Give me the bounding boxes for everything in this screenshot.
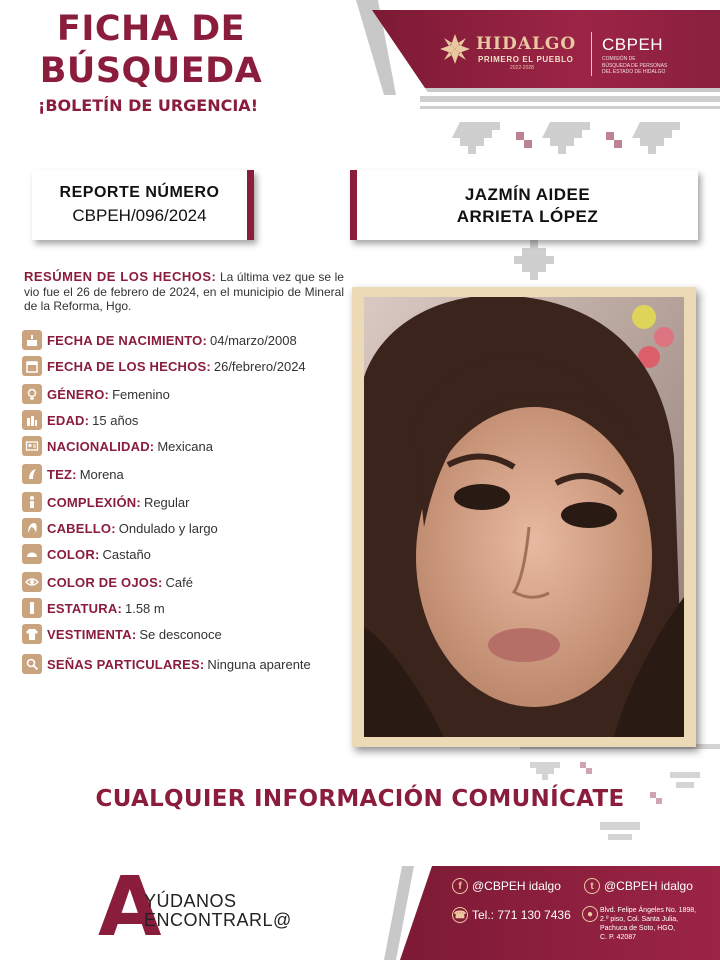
cbpeh-desc-line-1: COMISIÓN DE	[602, 56, 636, 62]
facebook-handle[interactable]: @CBPEH idalgo	[472, 879, 561, 893]
field-row	[22, 436, 213, 456]
eye-icon	[22, 572, 42, 592]
photo-frame	[352, 287, 696, 747]
field-label: COLOR DE OJOS:	[47, 574, 163, 590]
location-contact	[582, 906, 602, 922]
field-row	[22, 464, 124, 484]
field-value: Ninguna aparente	[207, 656, 311, 672]
hidalgo-flower-logo-icon	[438, 32, 472, 66]
ayudanos-logo-line-2: ENCONTRARL@	[144, 910, 292, 930]
field-row	[22, 544, 151, 564]
phone-icon: ☎	[452, 907, 468, 923]
field-label: EDAD:	[47, 412, 90, 428]
field-value: 15 años	[92, 412, 139, 428]
field-row	[22, 330, 297, 350]
field-label: CABELLO:	[47, 520, 116, 536]
page-title	[36, 8, 266, 92]
field-row	[22, 654, 311, 674]
title-line-1: FICHA DE	[56, 9, 246, 49]
field-row	[22, 410, 138, 430]
field-value: 1.58 m	[124, 600, 165, 616]
address-line-1: Blvd. Felipe Ángeles No. 1898,	[600, 907, 697, 914]
call-to-action: CUALQUIER INFORMACIÓN COMUNÍCATE	[95, 786, 625, 812]
office-address	[600, 906, 715, 942]
field-label: VESTIMENTA:	[47, 626, 137, 642]
address-line-2: 2.º piso, Col. Santa Julia,	[600, 916, 679, 923]
embroidery-pattern-top	[420, 92, 720, 174]
field-label: SEÑAS PARTICULARES:	[47, 656, 205, 672]
summary-label: RESÚMEN DE LOS HECHOS:	[24, 269, 217, 284]
calendar-icon	[22, 356, 42, 376]
hair-color-icon	[22, 544, 42, 564]
field-label: TEZ:	[47, 466, 77, 482]
field-value: Regular	[143, 494, 190, 510]
logo-divider	[591, 32, 592, 76]
age-icon	[22, 410, 42, 430]
field-row	[22, 598, 165, 618]
facebook-icon: f	[452, 878, 468, 894]
embroidery-pattern-mid	[500, 240, 580, 290]
portrait-illustration	[364, 297, 684, 737]
ayudanos-logo-letter: A	[98, 860, 162, 955]
field-value: 26/febrero/2024	[213, 358, 306, 374]
ruler-icon	[22, 598, 42, 618]
field-row	[22, 572, 193, 592]
address-line-3: Pachuca de Soto, HGO,	[600, 925, 676, 932]
field-row	[22, 356, 306, 376]
phone-number[interactable]: Tel.: 771 130 7436	[472, 908, 571, 922]
summary-text: La última vez que se le vio fue el 26 de febrero de 2024, en el municipio de Mineral de la Reforma, Hgo.	[24, 270, 344, 313]
field-label: COMPLEXIÓN:	[47, 494, 141, 510]
twitter-icon: t	[584, 878, 600, 894]
twitter-contact[interactable]	[584, 878, 693, 894]
hidalgo-logo-years: 2022-2028	[510, 65, 534, 71]
twitter-handle[interactable]: @CBPEH idalgo	[604, 879, 693, 893]
missing-person-photo	[364, 297, 684, 737]
location-pin-icon: ●	[582, 906, 598, 922]
cbpeh-desc-line-2: BÚSQUEDA DE PERSONAS	[602, 62, 668, 69]
ayudanos-logo-line-1: YÚDANOS	[144, 891, 237, 911]
cbpeh-desc-line-3: DEL ESTADO DE HIDALGO	[602, 69, 666, 75]
report-number-box	[32, 170, 254, 240]
field-value: Femenino	[112, 386, 170, 402]
field-row	[22, 518, 218, 538]
field-value: Se desconoce	[139, 626, 222, 642]
field-label: FECHA DE NACIMIENTO:	[47, 332, 207, 348]
page-subtitle: ¡BOLETÍN DE URGENCIA!	[38, 96, 258, 115]
facts-summary	[24, 270, 344, 314]
field-label: COLOR:	[47, 546, 100, 562]
body-icon	[22, 492, 42, 512]
field-label: ESTATURA:	[47, 600, 122, 616]
field-value: Castaño	[102, 546, 151, 562]
field-row	[22, 384, 170, 404]
hidalgo-logo-slogan: PRIMERO EL PUEBLO	[478, 55, 574, 64]
field-value: Morena	[79, 466, 124, 482]
cbpeh-logo-name: CBPEH	[602, 35, 664, 54]
field-value: Ondulado y largo	[118, 520, 218, 536]
field-label: NACIONALIDAD:	[47, 438, 155, 454]
hair-icon	[22, 518, 42, 538]
field-row	[22, 624, 222, 644]
id-card-icon	[22, 436, 42, 456]
report-number-label: REPORTE NÚMERO	[59, 184, 220, 201]
person-last-name: ARRIETA LÓPEZ	[456, 207, 599, 226]
magnifier-icon	[22, 654, 42, 674]
hidalgo-logo-name: HIDALGO	[476, 34, 577, 54]
facebook-contact[interactable]	[452, 878, 561, 894]
cbpeh-logo-description	[602, 56, 712, 76]
field-row	[22, 492, 189, 512]
report-number-value: CBPEH/096/2024	[72, 206, 207, 225]
field-value: Mexicana	[157, 438, 213, 454]
address-line-4: C. P. 42087	[600, 934, 637, 941]
field-value: Café	[165, 574, 193, 590]
shirt-icon	[22, 624, 42, 644]
title-line-2: BÚSQUEDA	[39, 51, 263, 91]
cake-icon	[22, 330, 42, 350]
field-label: FECHA DE LOS HECHOS:	[47, 358, 211, 374]
field-value: 04/marzo/2008	[210, 332, 297, 348]
person-first-name: JAZMÍN AIDEE	[464, 185, 591, 204]
skin-icon	[22, 464, 42, 484]
phone-contact[interactable]	[452, 907, 571, 923]
field-label: GÉNERO:	[47, 386, 110, 402]
person-name-box	[350, 170, 698, 240]
gender-icon	[22, 384, 42, 404]
